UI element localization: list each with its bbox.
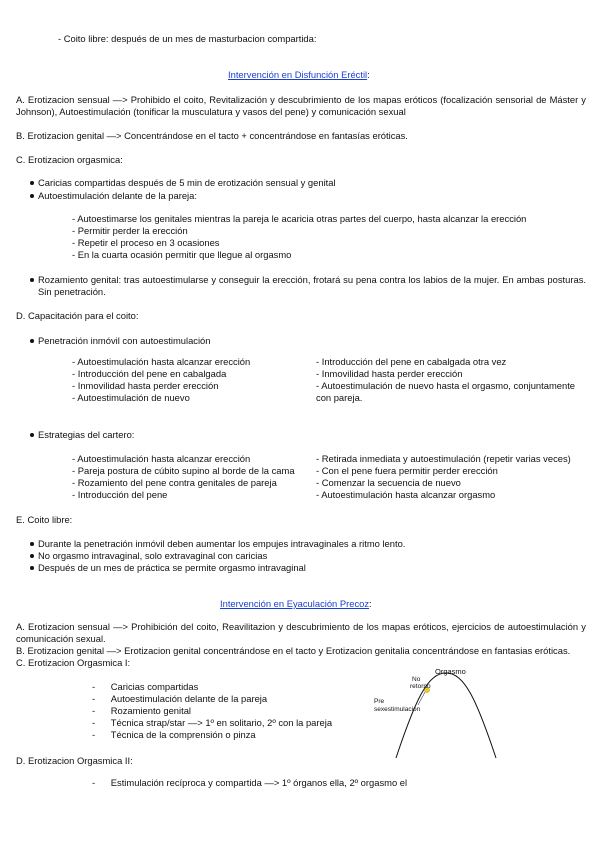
list-item: - Permitir perder la erección: [72, 225, 188, 236]
paragraph-b-erectile: B. Erotizacion genital —> Concentrándose en el tacto + concentrándose en fantasías eróticas.: [16, 130, 408, 141]
c-dash-list: [72, 213, 526, 261]
paragraph-d-premature: D. Erotizacion Orgasmica II:: [16, 755, 133, 766]
e-bullet-1: Durante la penetración inmóvil deben aumentar los empujes intravaginales a ritmo lento.: [38, 538, 406, 549]
section-title-colon: :: [367, 69, 370, 80]
bullet-icon: [30, 339, 34, 343]
list-item: - Caricias compartidas: [92, 681, 199, 692]
d-bullet-1: Penetración inmóvil con autoestimulación: [38, 335, 211, 346]
d-right-list-1: [316, 356, 588, 404]
list-item: - Introducción del pene en cabalgada: [72, 368, 227, 379]
list-item: - Técnica strap/star —> 1º en solitario, 2º con la pareja: [92, 717, 333, 728]
label-orgasmo: Orgasmo: [435, 668, 466, 676]
list-item: - Rozamiento del pene contra genitales de pareja: [72, 477, 277, 488]
list-item: - Técnica de la comprensión o pinza: [92, 729, 256, 740]
bullet-icon: [30, 278, 34, 282]
d-items-premature: [92, 777, 407, 789]
label-sexestimulacion: sexestimulacion: [374, 706, 421, 713]
list-item: - Autoestimulación hasta alcanzar orgasmo: [316, 489, 496, 500]
c-bullet-1: Caricias compartidas después de 5 min de erotización sensual y genital: [38, 177, 336, 188]
list-item: - Pareja postura de cúbito supino al borde de la cama: [72, 465, 295, 476]
d-left-list-1: [72, 356, 250, 404]
c-bullet-2: Autoestimulación delante de la pareja:: [38, 190, 197, 201]
list-item: - Autoestimulación de nuevo hasta el orgasmo, conjuntamente con pareja.: [316, 380, 576, 403]
list-item: - Introducción del pene en cabalgada otra vez: [316, 356, 507, 367]
section-title-text: Intervención en Disfunción Eréctil: [228, 69, 368, 80]
d-left-list-2: [72, 453, 295, 501]
label-retorno: retorno: [410, 683, 431, 690]
d-right-list-2: [316, 453, 571, 501]
e-bullet-3: Después de un mes de práctica se permite orgasmo intravaginal: [38, 562, 306, 573]
list-item: - Introducción del pene: [72, 489, 168, 500]
section-title-text: Intervención en Eyaculación Precoz: [220, 598, 370, 609]
list-item: - Autoestimarse los genitales mientras la pareja le acaricia otras partes del cuerpo, hasta alcanzar la erección: [72, 213, 527, 224]
e-bullet-2: No orgasmo intravaginal, solo extravaginal con caricias: [38, 550, 268, 561]
section-title-premature: [220, 598, 372, 610]
paragraph-c-erectile: C. Erotizacion orgasmica:: [16, 154, 123, 165]
list-item: - Repetir el proceso en 3 ocasiones: [72, 237, 220, 248]
list-item: - Autoestimulación hasta alcanzar erección: [72, 453, 251, 464]
paragraph-e-erectile: E. Coito libre:: [16, 514, 73, 525]
list-item: - Autoestimulación hasta alcanzar erección: [72, 356, 251, 367]
c-rozamiento: Rozamiento genital: tras autoestimularse y conseguir la erección, frotará su pena contra los labios de la mujer. En ambas posturas. Sin penetración.: [38, 274, 586, 297]
bullet-icon: [30, 554, 34, 558]
list-item: - Retirada inmediata y autoestimulación (repetir varias veces): [316, 453, 571, 464]
list-item: - Rozamiento genital: [92, 705, 192, 716]
list-item: - Autoestimulación delante de la pareja: [92, 693, 268, 704]
paragraph-c-premature: C. Erotizacion Orgasmica I:: [16, 657, 131, 668]
label-pre: Pre: [374, 698, 385, 705]
list-item: - Autoestimulación de nuevo: [72, 392, 190, 403]
section-title-colon: :: [369, 598, 372, 609]
label-no: No: [412, 676, 421, 683]
top-line: - Coito libre: después de un mes de masturbacion compartida:: [58, 33, 317, 44]
list-item: - En la cuarta ocasión permitir que llegue al orgasmo: [72, 249, 292, 260]
list-item: - Comenzar la secuencia de nuevo: [316, 477, 461, 488]
bullet-icon: [30, 433, 34, 437]
bullet-icon: [30, 542, 34, 546]
c-items-premature: [92, 681, 332, 741]
d-bullet-2: Estrategias del cartero:: [38, 429, 135, 440]
list-item: - Inmovilidad hasta perder erección: [72, 380, 219, 391]
bullet-icon: [30, 194, 34, 198]
list-item: - Con el pene fuera permitir perder erección: [316, 465, 498, 476]
paragraph-b-premature: B. Erotizacion genital —> Erotizacion genital concentrándose en el tacto y Erotizacion genitalia concentrándose en fantasias eróticas.: [16, 645, 571, 656]
bullet-icon: [30, 566, 34, 570]
bullet-icon: [30, 181, 34, 185]
paragraph-a-premature: A. Erotizacion sensual —> Prohibición del coito, Reavilitazion y descubrimiento de los mapas eróticos, ejercicios de autoestimulación y comunicación sexual.: [16, 621, 586, 644]
list-item: - Estimulación recíproca y compartida —> 1º órganos ella, 2º orgasmo el: [92, 777, 408, 788]
section-title-erectile: [228, 69, 370, 81]
arousal-curve-diagram: [368, 668, 518, 760]
paragraph-d-erectile: D. Capacitación para el coito:: [16, 310, 139, 321]
list-item: - Inmovilidad hasta perder erección: [316, 368, 463, 379]
paragraph-a-erectile: A. Erotizacion sensual —> Prohibido el coito, Revitalización y descubrimiento de los mapas eróticos (focalización sensorial de Máster y Johnson), Autoestimulación (tonificar la musculatura y vasos del pene) y comunicación sexual: [16, 94, 586, 117]
